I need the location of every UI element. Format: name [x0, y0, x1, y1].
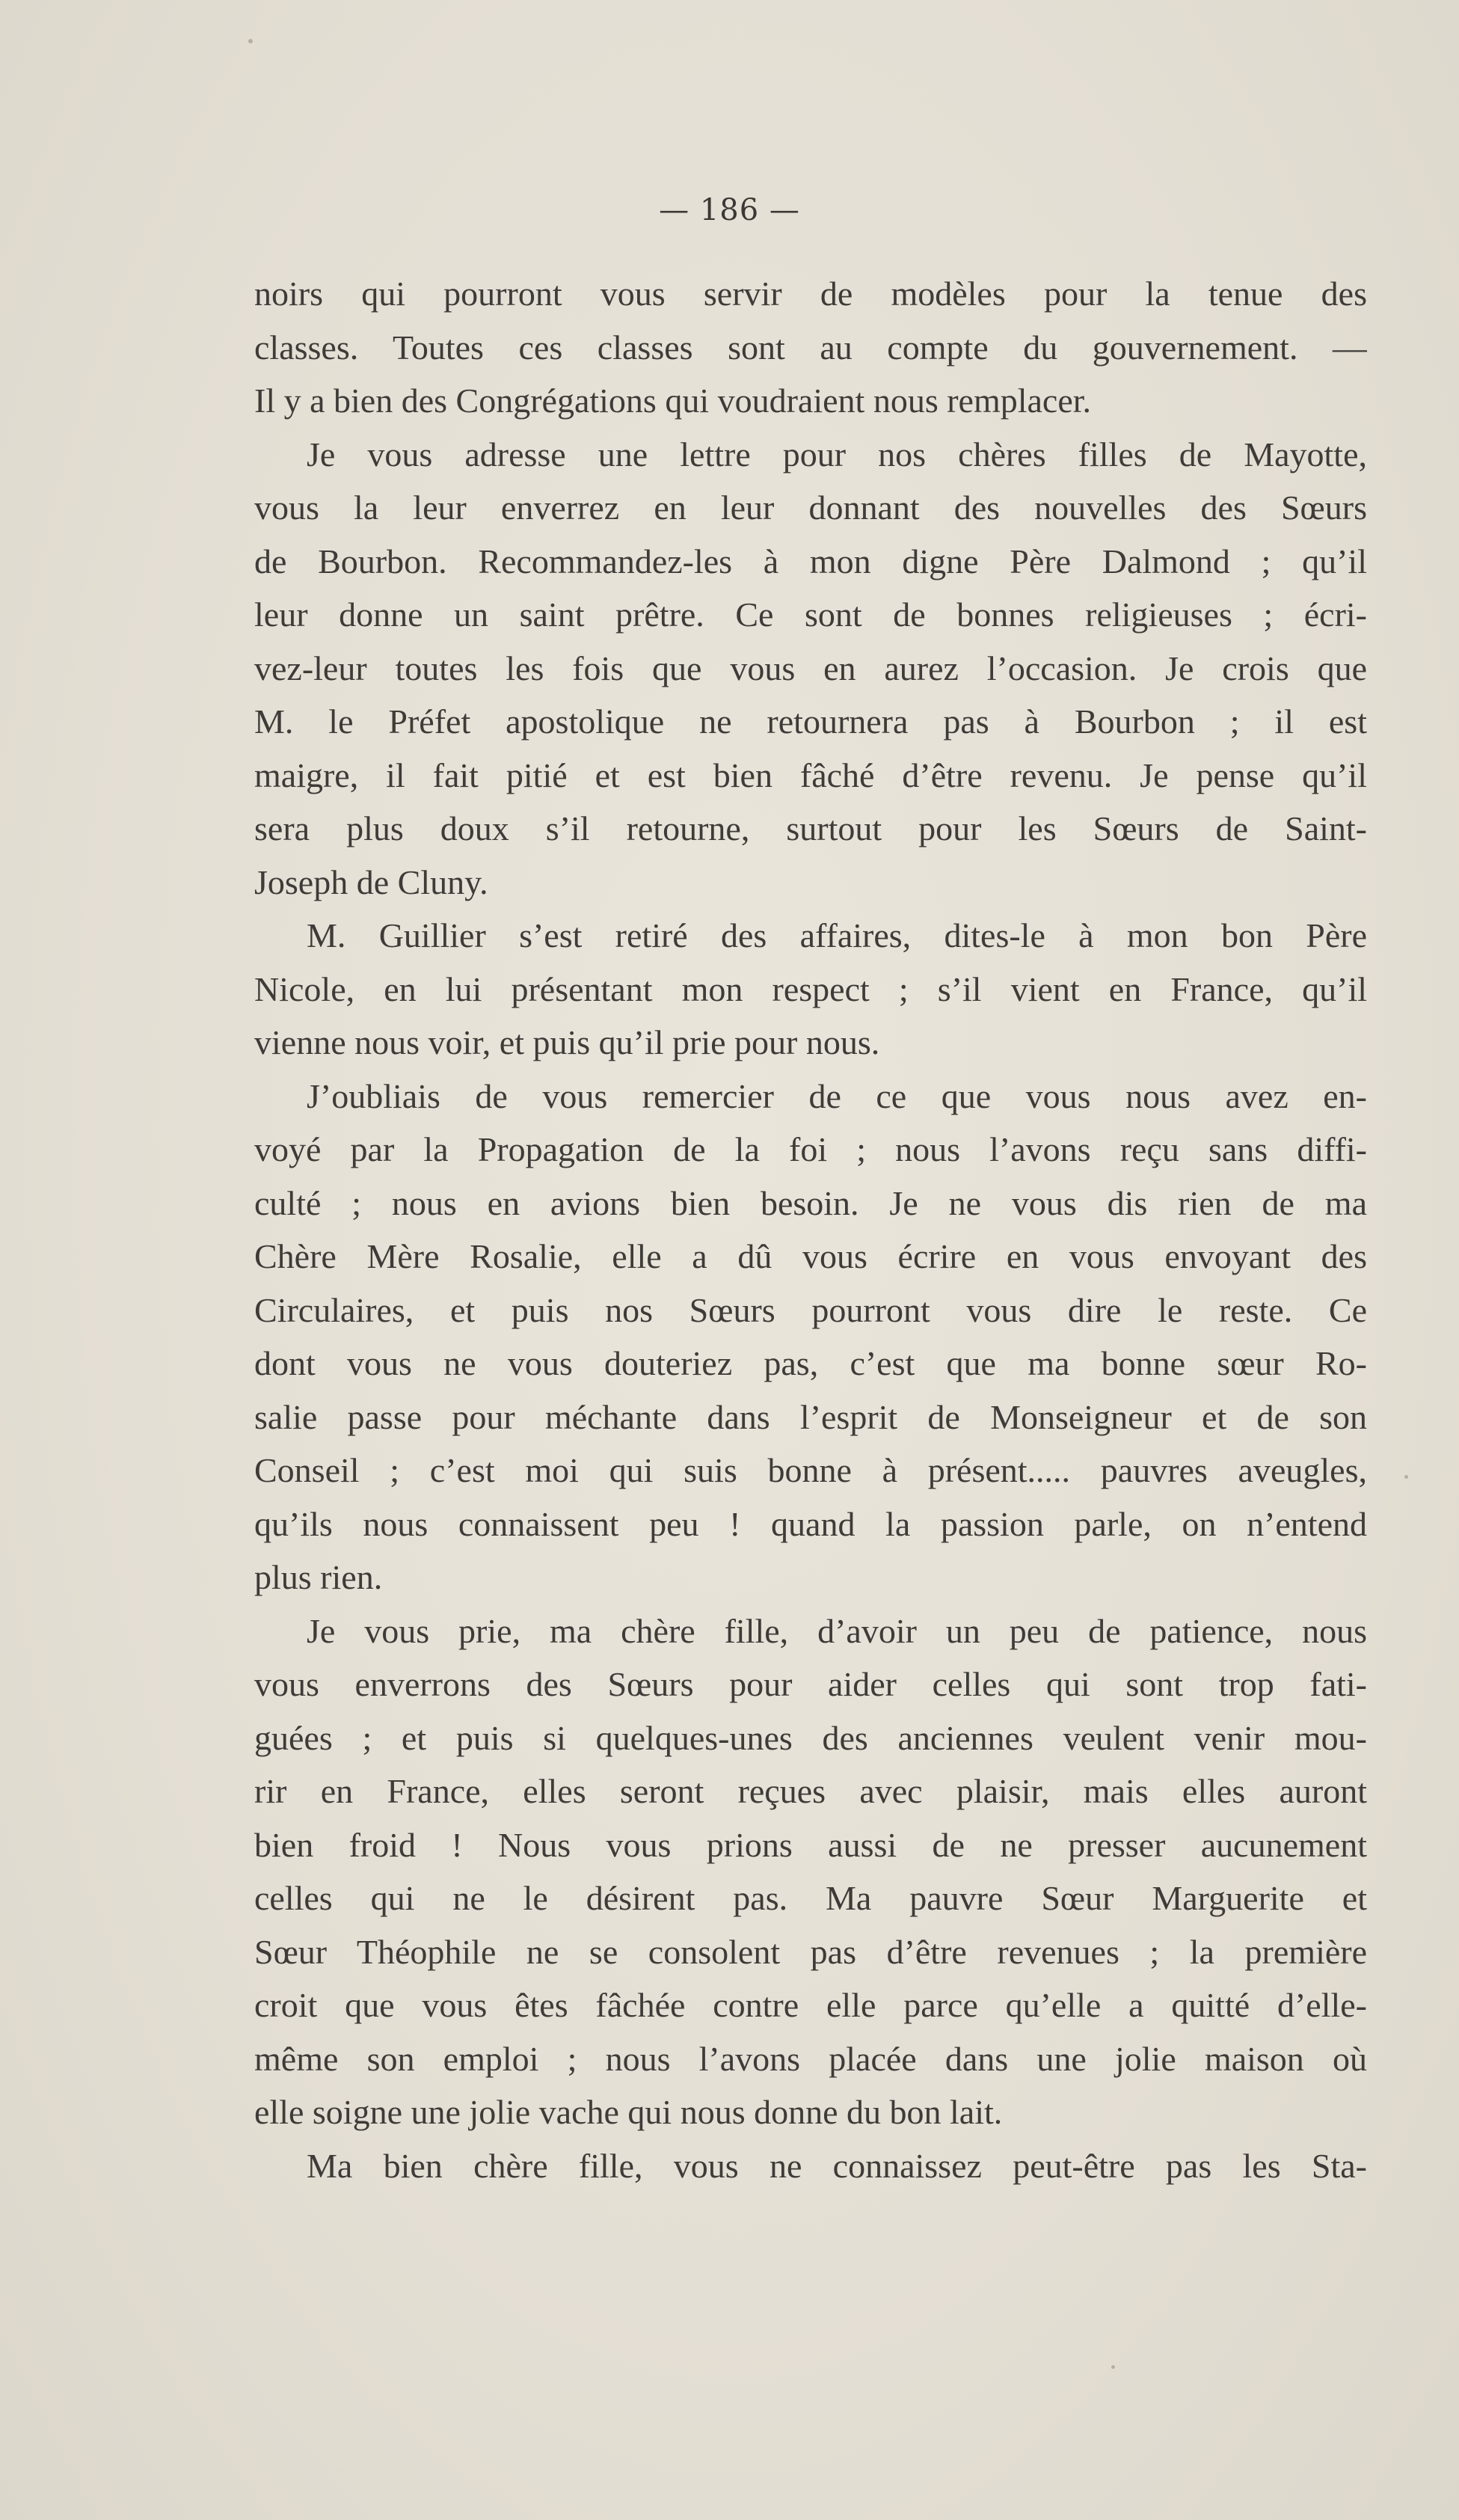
- text-line: dont vous ne vous douteriez pas, c’est que ma bonne sœur Ro-: [254, 1344, 1367, 1382]
- text-line: Circulaires, et puis nos Sœurs pourront vous dire le reste. Ce: [254, 1290, 1367, 1329]
- text-line: croit que vous êtes fâchée contre elle parce qu’elle a quitté d’elle-: [254, 1986, 1367, 2024]
- body-text: [254, 267, 1367, 2192]
- text-line: Joseph de Cluny.: [254, 862, 488, 901]
- page-number: — 186 —: [659, 193, 800, 227]
- text-line: Chère Mère Rosalie, elle a dû vous écrire en vous envoyant des: [254, 1237, 1367, 1275]
- text-line: vez-leur toutes les fois que vous en aurez l’occasion. Je crois que: [254, 649, 1367, 687]
- text-line: culté ; nous en avions bien besoin. Je ne vous dis rien de ma: [254, 1183, 1367, 1222]
- text-line: Sœur Théophile ne se consolent pas d’être revenues ; la première: [254, 1932, 1367, 1971]
- text-line: vienne nous voir, et puis qu’il prie pour nous.: [254, 1023, 880, 1061]
- text-line: M. le Préfet apostolique ne retournera pas à Bourbon ; il est: [254, 702, 1367, 741]
- text-line: celles qui ne le désirent pas. Ma pauvre Sœur Marguerite et: [254, 1879, 1367, 1917]
- text-line: sera plus doux s’il retourne, surtout pour les Sœurs de Saint-: [254, 809, 1367, 847]
- text-line: plus rien.: [254, 1558, 383, 1596]
- paragraph-start-line: M. Guillier s’est retiré des affaires, dites-le à mon bon Père: [307, 916, 1367, 954]
- text-line: même son emploi ; nous l’avons placée dans une jolie maison où: [254, 2039, 1367, 2078]
- text-line: leur donne un saint prêtre. Ce sont de bonnes religieuses ; écri-: [254, 595, 1367, 634]
- paragraph-start-line: J’oubliais de vous remercier de ce que vous nous avez en-: [307, 1076, 1367, 1115]
- text-line: vous enverrons des Sœurs pour aider celles qui sont trop fati-: [254, 1665, 1367, 1703]
- text-line: guées ; et puis si quelques-unes des anciennes veulent venir mou-: [254, 1718, 1367, 1757]
- text-line: voyé par la Propagation de la foi ; nous l’avons reçu sans diffi-: [254, 1130, 1367, 1168]
- paper-speck: [1111, 2365, 1115, 2369]
- text-line: de Bourbon. Recommandez-les à mon digne Père Dalmond ; qu’il: [254, 542, 1367, 580]
- text-line: qu’ils nous connaissent peu ! quand la passion parle, on n’entend: [254, 1504, 1367, 1543]
- text-line: classes. Toutes ces classes sont au compte du gouvernement. —: [254, 328, 1367, 367]
- paragraph-start-line: Je vous adresse une lettre pour nos chères filles de Mayotte,: [307, 435, 1367, 473]
- paper-speck: [248, 39, 253, 43]
- text-line: elle soigne une jolie vache qui nous donne du bon lait.: [254, 2093, 1003, 2131]
- paper-speck: [1404, 1475, 1408, 1479]
- text-line: rir en France, elles seront reçues avec plaisir, mais elles auront: [254, 1772, 1367, 1810]
- text-line: Il y a bien des Congrégations qui voudraient nous remplacer.: [254, 381, 1092, 420]
- text-line: vous la leur enverrez en leur donnant des nouvelles des Sœurs: [254, 488, 1367, 527]
- paragraph-start-line: Je vous prie, ma chère fille, d’avoir un peu de patience, nous: [307, 1611, 1367, 1650]
- text-line: maigre, il fait pitié et est bien fâché d’être revenu. Je pense qu’il: [254, 755, 1367, 794]
- text-line: Conseil ; c’est moi qui suis bonne à présent..... pauvres aveugles,: [254, 1451, 1367, 1489]
- text-line: noirs qui pourront vous servir de modèles pour la tenue des: [254, 275, 1367, 313]
- text-line: salie passe pour méchante dans l’esprit de Monseigneur et de son: [254, 1397, 1367, 1436]
- text-line: bien froid ! Nous vous prions aussi de ne presser aucunement: [254, 1825, 1367, 1864]
- text-line: Nicole, en lui présentant mon respect ; s’il vient en France, qu’il: [254, 969, 1367, 1008]
- paragraph-start-line: Ma bien chère fille, vous ne connaissez peut-être pas les Sta-: [307, 2146, 1367, 2185]
